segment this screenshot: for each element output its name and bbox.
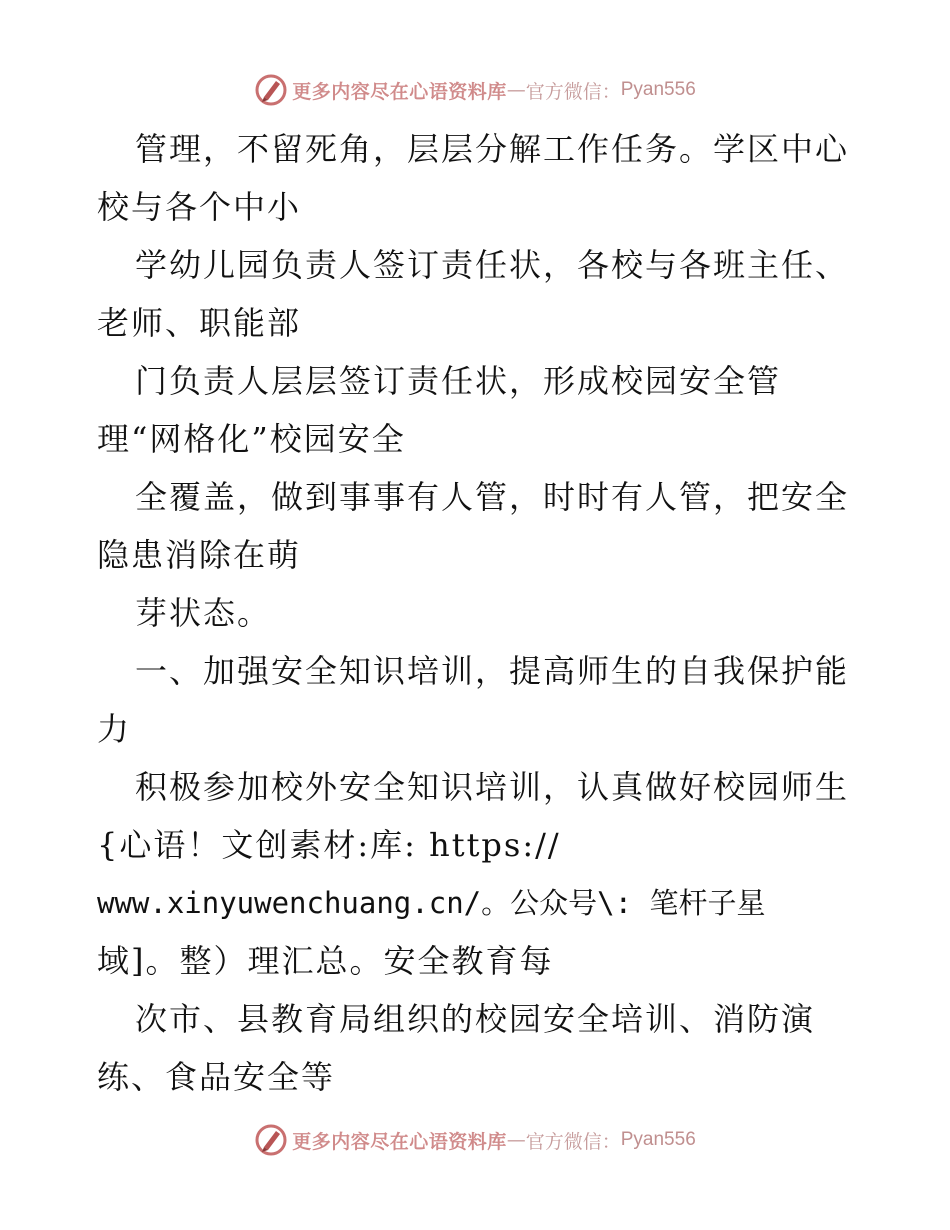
document-body [97, 120, 867, 1106]
watermark-account: Pyan556 [620, 79, 696, 100]
watermark-wechat-label: 官方微信： [525, 1130, 621, 1153]
pen-logo-icon [254, 73, 288, 107]
watermark-account: Pyan556 [620, 1129, 696, 1150]
text-line: 练、食品安全等 [97, 1058, 336, 1096]
section-heading: 一、加强安全知识培训，提高师生的自我保护能 [135, 652, 850, 690]
text-line: {心语！文创素材:库: https:// [97, 826, 561, 864]
text-line: 积极参加校外安全知识培训，认真做好校园师生 [135, 768, 850, 806]
text-line: 隐患消除在萌 [97, 536, 302, 574]
text-line: 门负责人层层签订责任状，形成校园安全管 [135, 362, 782, 400]
text-line: 管理，不留死角，层层分解工作任务。学区中心 [135, 130, 850, 168]
text-line: 学幼儿园负责人签订责任状，各校与各班主任、 [135, 246, 850, 284]
watermark-dash: — [506, 79, 526, 101]
text-line: 老师、职能部 [97, 304, 302, 342]
text-line: 域]。整）理汇总。安全教育每 [97, 942, 554, 980]
text-line: 芽状态。 [135, 594, 272, 632]
watermark-brand-text: 更多内容尽在心语资料库 [292, 1130, 507, 1153]
header-watermark-banner [0, 70, 950, 110]
text-line: 理“网格化”校园安全 [97, 420, 406, 458]
watermark-wechat-label: 官方微信： [525, 80, 621, 103]
watermark-brand-text: 更多内容尽在心语资料库 [292, 80, 507, 103]
url-text-line: www.xinyuwenchuang.cn/。公众号\: 笔杆子星 [97, 886, 766, 920]
text-line: 校与各个中小 [97, 188, 302, 226]
watermark-dash: — [506, 1129, 526, 1151]
text-line: 力 [97, 710, 132, 748]
footer-watermark-banner [0, 1120, 950, 1160]
pen-logo-icon [254, 1123, 288, 1157]
text-line: 全覆盖，做到事事有人管，时时有人管，把安全 [135, 478, 850, 516]
text-line: 次市、县教育局组织的校园安全培训、消防演 [135, 1000, 816, 1038]
